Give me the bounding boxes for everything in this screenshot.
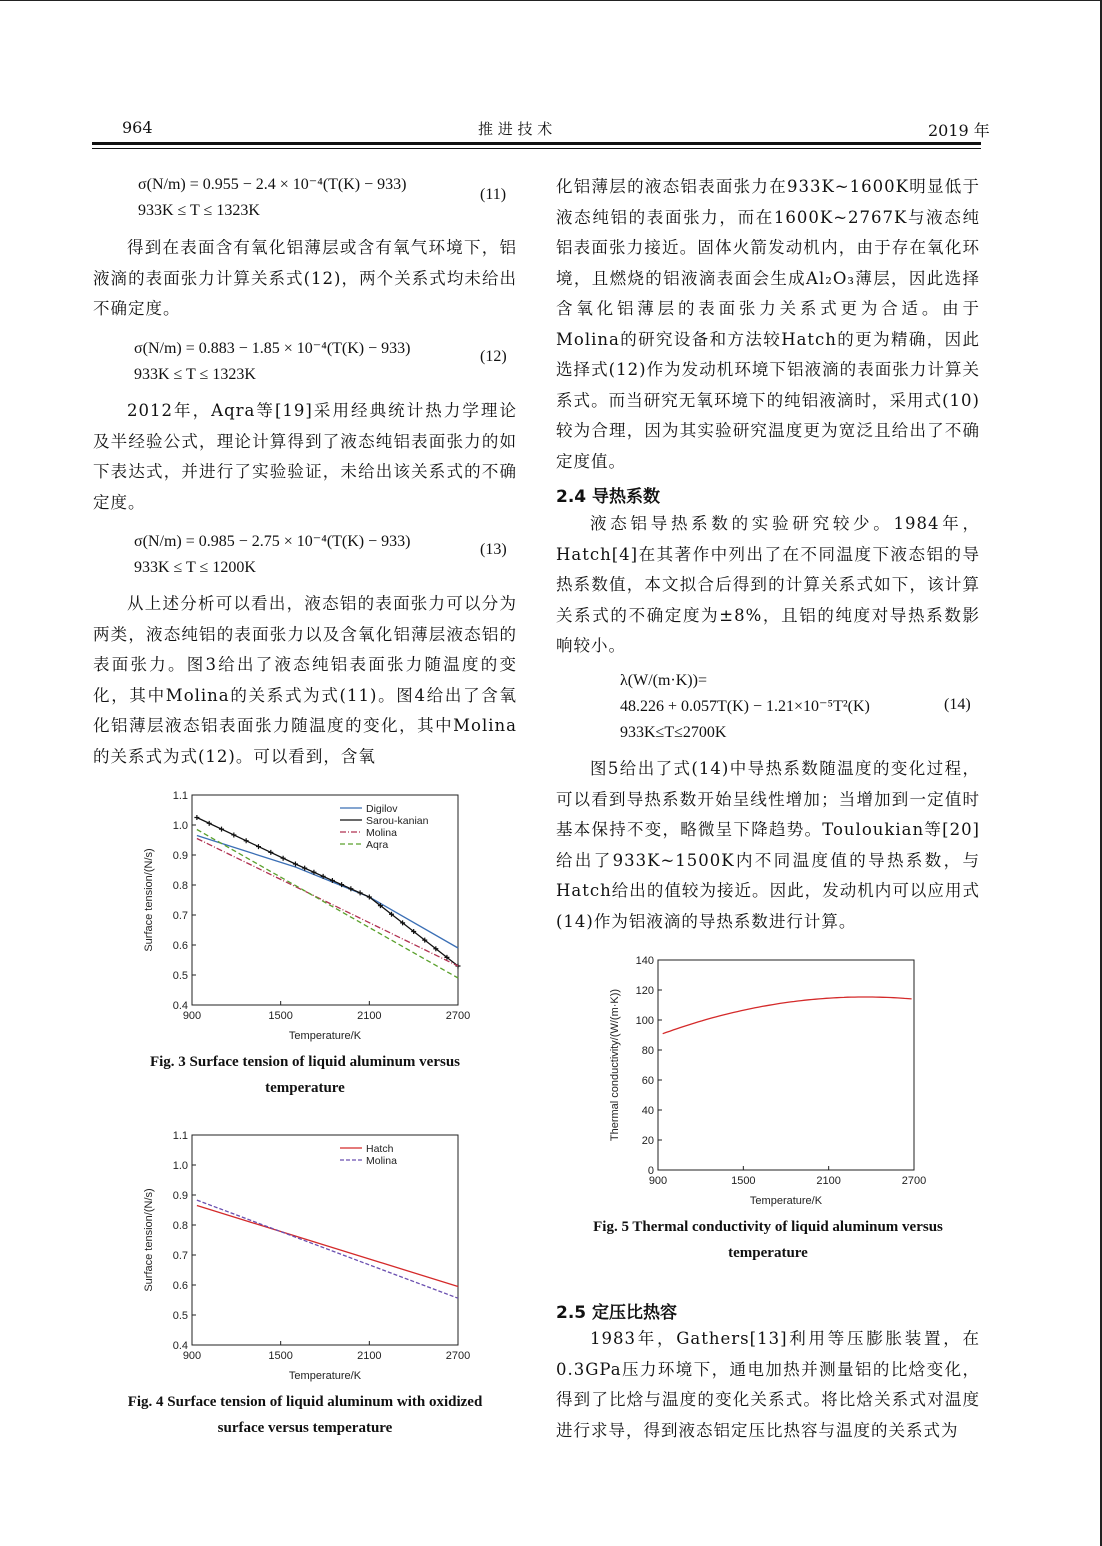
y-axis-label: Surface tension/(N/s) [143, 848, 155, 952]
y-axis-label: Thermal conductivity/(W/(m·K)) [609, 988, 621, 1142]
equation-11-number: (11) [480, 186, 507, 203]
series-line-hatch [197, 1206, 458, 1287]
left-paragraph-2: 2012年，Aqra等[19]采用经典统计热力学理论及半经验公式，理论计算得到了液态纯铝表面张力的如下表达式，并进行了实验验证，未给出该关系式的不确定度。 [93, 401, 517, 512]
equation-13-number: (13) [480, 541, 507, 558]
y-tick-label: 1.0 [172, 1160, 188, 1172]
series-marker [268, 850, 273, 855]
figure-5-caption: Fig. 5 Thermal conductivity of liquid aluminum versus temperature [593, 1219, 943, 1261]
series-marker [231, 832, 236, 837]
x-axis-label: Temperature/K [288, 1370, 362, 1382]
figure-3-caption: Fig. 3 Surface tension of liquid aluminum versus temperature [149, 1054, 461, 1096]
y-tick-label: 100 [635, 1015, 654, 1027]
page-top-border [0, 0, 1102, 1]
x-tick-label: 1500 [268, 1010, 293, 1022]
y-axis-label: Surface tension/(N/s) [143, 1188, 155, 1292]
x-tick-label: 900 [648, 1175, 668, 1187]
series-line-molina [197, 839, 458, 967]
right-paragraph-4: 1983年，Gathers[13]利用等压膨胀装置，在0.3GPa压力环境下，通电加热并测量铝的比焓变化，得到了比焓与温度的变化关系式。将比焓关系式对温度进行求导，得到液态铝定压比热容与温度的关系式为 [556, 1329, 980, 1440]
equation-13: σ(N/m) = 0.985 − 2.75 × 10⁻⁴(T(K) − 933) 933K ≤ T ≤ 1200K [134, 533, 411, 576]
y-tick-label: 0.6 [172, 1280, 188, 1292]
section-2-5-heading: 2.5 定压比热容 [556, 1303, 678, 1323]
equation-12: σ(N/m) = 0.883 − 1.85 × 10⁻⁴(T(K) − 933) 933K ≤ T ≤ 1323K [134, 340, 411, 383]
y-tick-label: 0.4 [172, 1340, 188, 1352]
x-tick-label: 900 [182, 1010, 202, 1022]
y-tick-label: 80 [641, 1045, 654, 1057]
legend-label: Sarou-kanian [366, 815, 429, 827]
figure-5-chart [606, 950, 926, 1212]
page-number: 964 [122, 118, 153, 137]
y-tick-label: 0 [647, 1165, 654, 1177]
y-tick-label: 0.5 [172, 1310, 188, 1322]
plot-frame [658, 960, 914, 1170]
y-tick-label: 0.8 [172, 1220, 188, 1232]
section-2-4-heading: 2.4 导热系数 [556, 487, 661, 507]
x-axis-label: Temperature/K [749, 1195, 823, 1207]
y-tick-label: 140 [635, 955, 654, 967]
y-tick-label: 0.7 [172, 910, 188, 922]
figure-3-chart [140, 785, 470, 1047]
y-tick-label: 120 [635, 985, 654, 997]
equation-11: σ(N/m) = 0.955 − 2.4 × 10⁻⁴(T(K) − 933) 933K ≤ T ≤ 1323K [138, 176, 407, 219]
equation-12-number: (12) [480, 348, 507, 365]
figure-4-chart [140, 1125, 470, 1387]
series-marker [207, 821, 212, 826]
series-line-sarou-kanian [197, 818, 458, 967]
series-marker [194, 815, 199, 820]
series-line-digilov [197, 836, 458, 949]
legend-label: Molina [366, 1155, 397, 1167]
year: 2019 年 [928, 121, 990, 140]
x-tick-label: 2100 [357, 1350, 382, 1362]
legend-label: Aqra [366, 839, 389, 851]
y-tick-label: 0.6 [172, 940, 188, 952]
series-line-molina [197, 1200, 458, 1298]
y-tick-label: 60 [641, 1075, 654, 1087]
series-marker [256, 844, 261, 849]
series-marker [219, 827, 224, 832]
y-tick-label: 0.4 [172, 1000, 188, 1012]
left-paragraph-1: 得到在表面含有氧化铝薄层或含有氧气环境下，铝液滴的表面张力计算关系式(12)，两个关系式均未给出不确定度。 [93, 238, 517, 318]
plot-frame [192, 1135, 458, 1345]
y-tick-label: 1.1 [172, 790, 188, 802]
journal-name: 推 进 技 术 [478, 120, 553, 138]
series-marker [293, 862, 298, 867]
legend-label: Molina [366, 827, 397, 839]
right-paragraph-1: 化铝薄层的液态铝表面张力在933K~1600K明显低于液态纯铝的表面张力，而在1600K~2767K与液态纯铝表面张力接近。固体火箭发动机内，由于存在氧化环境，且燃烧的铝液滴表面会生成Al₂O₃薄层，因此选择含氧化铝薄层的表面张力关系式更为合适。由于Molina的研究设备和方法较Hatch的更为精确，因此选择式(12)作为发动机环境下铝液滴的表面张力计算关系式。而当研究无氧环境下的纯铝液滴时，采用式(10)较为合理，因为其实验研究温度更为宽泛且给出了不确定度值。 [556, 177, 980, 471]
series-line-thermal-conductivity [663, 997, 912, 1034]
header-rule-thick [92, 142, 981, 145]
header-rule-thin [92, 148, 981, 149]
y-tick-label: 0.9 [172, 850, 188, 862]
x-axis-label: Temperature/K [288, 1030, 362, 1042]
y-tick-label: 40 [641, 1105, 654, 1117]
x-tick-label: 1500 [268, 1350, 293, 1362]
x-tick-label: 2700 [445, 1350, 470, 1362]
x-tick-label: 2100 [357, 1010, 382, 1022]
legend-label: Digilov [366, 803, 398, 815]
right-paragraph-2: 液态铝导热系数的实验研究较少。1984年，Hatch[4]在其著作中列出了在不同温度下液态铝的导热系数值，本文拟合后得到的计算关系式如下，该计算关系式的不确定度为±8%，且铝的纯度对导热系数影响较小。 [556, 514, 980, 655]
y-tick-label: 0.5 [172, 970, 188, 982]
x-tick-label: 2700 [901, 1175, 926, 1187]
legend-label: Hatch [366, 1143, 394, 1155]
y-tick-label: 0.7 [172, 1250, 188, 1262]
equation-14-number: (14) [944, 696, 971, 713]
x-tick-label: 1500 [731, 1175, 756, 1187]
y-tick-label: 0.8 [172, 880, 188, 892]
y-tick-label: 0.9 [172, 1190, 188, 1202]
x-tick-label: 2100 [816, 1175, 841, 1187]
equation-14: λ(W/(m·K))= 48.226 + 0.057T(K) − 1.21×10⁻⁵T²(K) 933K≤T≤2700K [620, 672, 870, 741]
x-tick-label: 900 [182, 1350, 202, 1362]
left-paragraph-3: 从上述分析可以看出，液态铝的表面张力可以分为两类，液态纯铝的表面张力以及含氧化铝薄层液态铝的表面张力。图3给出了液态纯铝表面张力随温度的变化，其中Molina的关系式为式(11)。图4给出了含氧化铝薄层液态铝表面张力随温度的变化，其中Molina的关系式为式(12)。可以看到，含氧 [93, 594, 517, 766]
y-tick-label: 20 [641, 1135, 654, 1147]
x-tick-label: 2700 [445, 1010, 470, 1022]
series-marker [281, 856, 286, 861]
figure-4-caption: Fig. 4 Surface tension of liquid aluminum with oxidized surface versus temperature [127, 1394, 483, 1436]
series-line-aqra [197, 830, 458, 979]
y-tick-label: 1.0 [172, 820, 188, 832]
y-tick-label: 1.1 [172, 1130, 188, 1142]
series-marker [244, 838, 249, 843]
right-paragraph-3: 图5给出了式(14)中导热系数随温度的变化过程，可以看到导热系数开始呈线性增加；当增加到一定值时基本保持不变，略微呈下降趋势。Touloukian等[20]给出了933K~1500K内不同温度值的导热系数，与Hatch给出的值较为接近。因此，发动机内可以应用式(14)作为铝液滴的导热系数进行计算。 [556, 759, 980, 931]
